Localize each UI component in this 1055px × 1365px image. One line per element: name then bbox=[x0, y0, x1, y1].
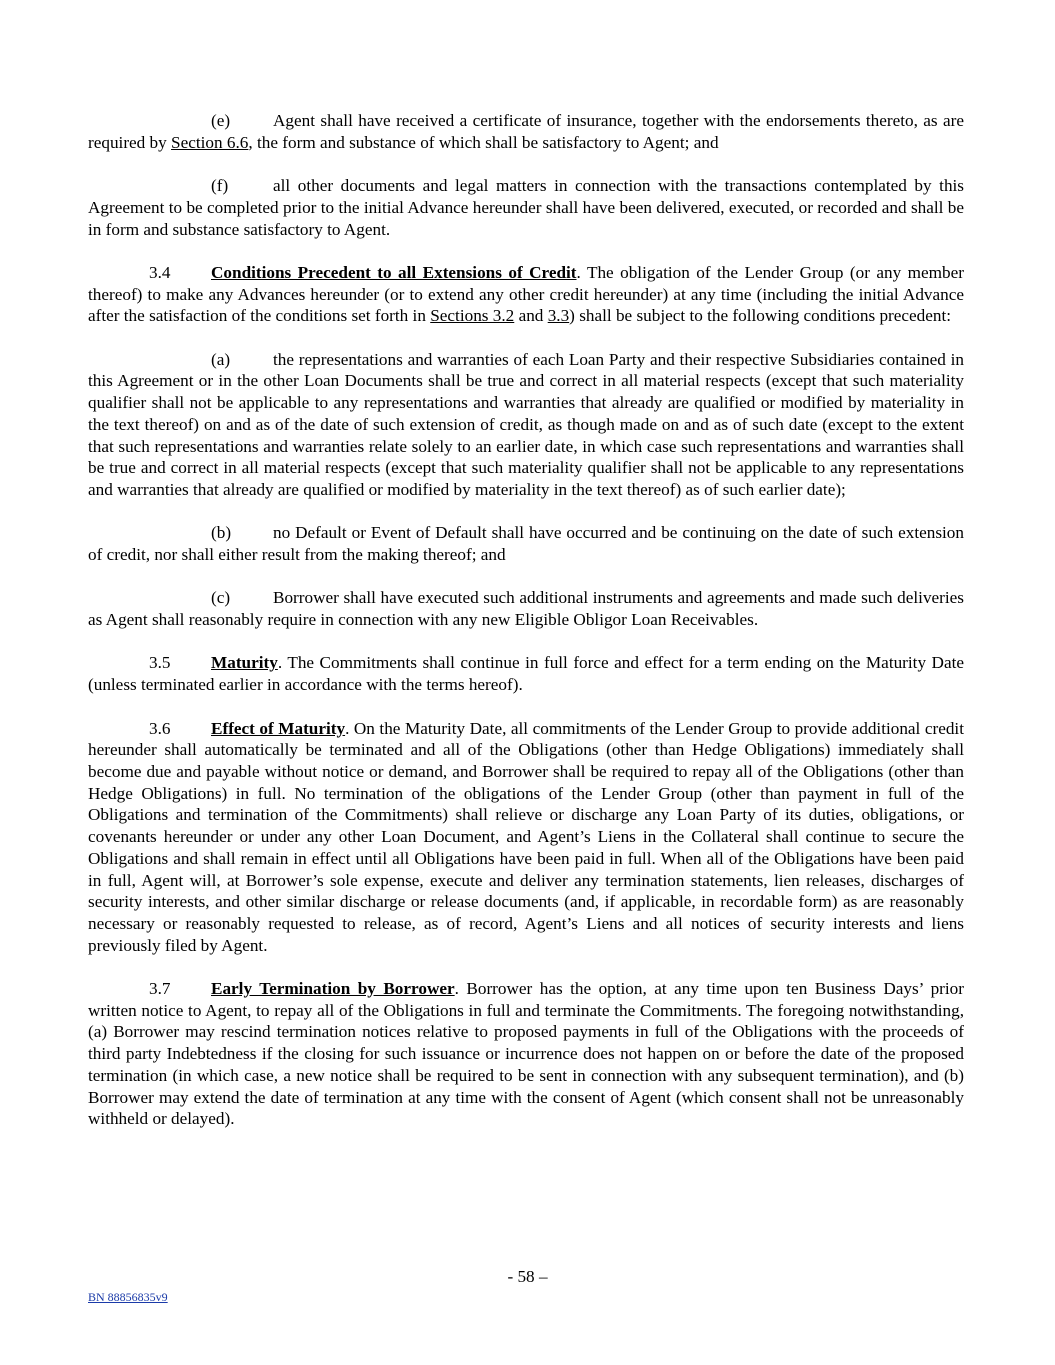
section-text: and bbox=[514, 306, 548, 326]
section-number: 3.4 bbox=[149, 262, 171, 282]
section-text: . On the Maturity Date, all commitments of the Lender Group to provide additional credit hereunder shall automatically be terminated and all of the Obligations (other than Hedge Obligations) immediately shall become due and payable without notice or demand, and Borrower shall be required to repay all of the Obligations (other than Hedge Obligations) in full. No termination of the obligations of the Lender Group (other than payment in full of the Obligations and termination of the Commitments) shall relieve or discharge any Loan Party of its duties, obligations, or covenants hereunder or under any other Loan Document, and Agent’s Liens in the Collateral shall continue to secure the Obligations and shall remain in effect until all Obligations have been paid in full. When all of the Obligations have been paid in full, Agent will, at Borrower’s sole expense, execute and deliver any termination statements, lien releases, discharges of security interests, and other similar discharge or release documents (and, if applicable, in recordable form) as are reasonably necessary or reasonably requested to release, as of record, Agent’s Liens and all notices of security interests and liens previously filed by Agent. bbox=[88, 718, 964, 955]
section-number: 3.6 bbox=[149, 718, 171, 738]
document-body bbox=[88, 110, 964, 1152]
section-text: ) shall be subject to the following conditions precedent: bbox=[569, 306, 952, 326]
section-reference: Sections 3.2 bbox=[430, 306, 515, 326]
clause-b bbox=[88, 522, 964, 565]
clause-text: Agent shall have received a certificate of insurance, together with the endorsements thereto, as are required by bbox=[88, 111, 964, 152]
section-heading: Early Termination by Borrower bbox=[211, 979, 455, 998]
section-number: 3.7 bbox=[149, 979, 171, 998]
clause-marker: (e) bbox=[211, 111, 231, 130]
clause-marker: (a) bbox=[211, 349, 231, 369]
section-heading: Maturity bbox=[211, 653, 278, 673]
clause-f bbox=[88, 175, 964, 240]
section-text: . The Commitments shall continue in full force and effect for a term ending on the Maturity Date (unless terminated earlier in accordance with the terms hereof). bbox=[88, 653, 964, 695]
section-heading: Effect of Maturity bbox=[211, 718, 346, 738]
clause-c bbox=[88, 587, 964, 630]
clause-e bbox=[88, 110, 964, 153]
clause-text: the representations and warranties of each Loan Party and their respective Subsidiaries contained in this Agreement or in the other Loan Documents shall be true and correct in all material respects (except that such materiality qualifier shall not be applicable to any representations and warranties that already are qualified or modified by materiality in the text thereof) on and as of the date of such extension of credit, as though made on and as of such date (except to the extent that such representations and warranties relate solely to an earlier date, in which case such representations and warranties shall be true and correct in all material respects (except that such materiality qualifier shall not be applicable to any representations and warranties that already are qualified or modified by materiality in the text thereof) as of such earlier date); bbox=[88, 349, 964, 499]
page-number: - 58 – bbox=[507, 1267, 548, 1286]
clause-text: Borrower shall have executed such additional instruments and agreements and made such deliveries as Agent shall reasonably require in connection with any new Eligible Obligor Loan Receivables. bbox=[88, 588, 964, 630]
section-3-4 bbox=[88, 262, 964, 327]
clause-text: no Default or Event of Default shall have occurred and be continuing on the date of such extension of credit, nor shall either result from the making thereof; and bbox=[88, 523, 964, 564]
clause-marker: (c) bbox=[211, 588, 231, 608]
clause-marker: (f) bbox=[211, 176, 229, 196]
section-text: . The obligation of the Lender Group (or any member thereof) to make any Advances hereunder (or to extend any other credit hereunder) at any time (including the initial Advance after the satisfaction of the conditions set forth in bbox=[88, 262, 964, 326]
section-3-5 bbox=[88, 652, 964, 695]
clause-marker: (b) bbox=[211, 523, 232, 543]
section-3-6 bbox=[88, 718, 964, 957]
section-reference: 3.3 bbox=[547, 306, 570, 326]
document-id-link[interactable]: BN 88856835v9 bbox=[88, 1290, 168, 1304]
section-heading: Conditions Precedent to all Extensions of Credit bbox=[211, 262, 577, 282]
clause-a bbox=[88, 349, 964, 501]
section-3-7 bbox=[88, 978, 964, 1130]
clause-text: , the form and substance of which shall be satisfactory to Agent; and bbox=[248, 132, 719, 152]
clause-text: all other documents and legal matters in connection with the transactions contemplated by this Agreement to be completed prior to the initial Advance hereunder shall have been delivered, executed, or recorded and shall be in form and substance satisfactory to Agent. bbox=[88, 176, 964, 239]
section-number: 3.5 bbox=[149, 653, 171, 673]
section-text: . Borrower has the option, at any time upon ten Business Days’ prior written notice to Agent, to repay all of the Obligations in full and terminate the Commitments. The foregoing notwithstanding, (a) Borrower may rescind termination notices relative to proposed payments in full of the Obligations with the proceeds of third party Indebtedness if the closing for such issuance or incurrence does not happen on or before the date of the proposed termination (in which case, a new notice shall be required to be sent in connection with any subsequent termination), and (b) Borrower may extend the date of termination at any time with the consent of Agent (which consent shall not be unreasonably withheld or delayed). bbox=[88, 979, 964, 1129]
section-reference: Section 6.6 bbox=[171, 132, 249, 152]
